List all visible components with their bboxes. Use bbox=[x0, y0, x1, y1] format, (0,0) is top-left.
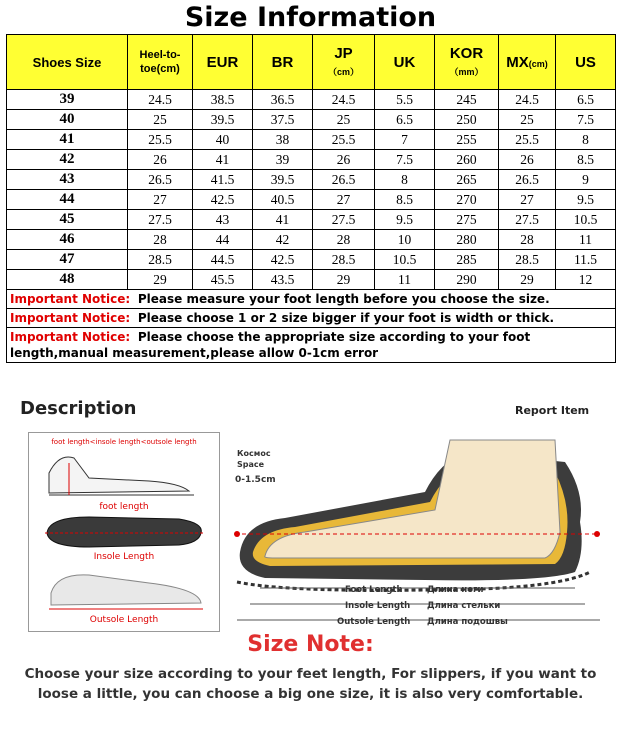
table-cell: 9 bbox=[556, 170, 616, 190]
table-row bbox=[7, 210, 616, 230]
table-cell: 28.5 bbox=[313, 250, 375, 270]
table-cell: 28 bbox=[499, 230, 556, 250]
table-cell: 8 bbox=[375, 170, 435, 190]
top-label: foot length<insole length<outsole length bbox=[51, 438, 197, 446]
shoe-size-cell: 39 bbox=[7, 90, 128, 110]
table-cell: 7.5 bbox=[556, 110, 616, 130]
table-cell: 265 bbox=[435, 170, 499, 190]
shoe-size-cell: 46 bbox=[7, 230, 128, 250]
shoe-cross-section-diagram bbox=[225, 432, 610, 632]
insole-length-ru: Длина стельки bbox=[427, 601, 501, 611]
table-cell: 245 bbox=[435, 90, 499, 110]
size-note-title: Size Note: bbox=[247, 632, 374, 657]
header-eur: EUR bbox=[193, 35, 253, 90]
shoe-size-cell: 42 bbox=[7, 150, 128, 170]
table-cell: 8.5 bbox=[556, 150, 616, 170]
table-row bbox=[7, 250, 616, 270]
table-cell: 39.5 bbox=[253, 170, 313, 190]
table-cell: 10.5 bbox=[375, 250, 435, 270]
shoe-size-cell: 41 bbox=[7, 130, 128, 150]
table-cell: 26.5 bbox=[313, 170, 375, 190]
table-cell: 26 bbox=[313, 150, 375, 170]
table-cell: 42 bbox=[253, 230, 313, 250]
table-cell: 29 bbox=[313, 270, 375, 290]
table-row bbox=[7, 170, 616, 190]
space-label-ru: Космос bbox=[237, 449, 271, 458]
notice-row bbox=[7, 290, 616, 309]
table-cell: 36.5 bbox=[253, 90, 313, 110]
table-row bbox=[7, 130, 616, 150]
shoe-size-cell: 44 bbox=[7, 190, 128, 210]
description-title: Description bbox=[20, 398, 137, 419]
space-label-en: Space bbox=[237, 460, 265, 469]
notice-text: Please measure your foot length before you choose the size. bbox=[137, 292, 550, 306]
table-cell: 37.5 bbox=[253, 110, 313, 130]
table-cell: 11.5 bbox=[556, 250, 616, 270]
table-cell: 9.5 bbox=[375, 210, 435, 230]
outsole-length-ru: Длина подошвы bbox=[427, 617, 508, 627]
table-cell: 27.5 bbox=[313, 210, 375, 230]
table-cell: 24.5 bbox=[313, 90, 375, 110]
table-cell: 39 bbox=[253, 150, 313, 170]
shoe-size-cell: 43 bbox=[7, 170, 128, 190]
table-row bbox=[7, 230, 616, 250]
table-cell: 25 bbox=[313, 110, 375, 130]
shoe-cross-section-graphic bbox=[225, 432, 610, 632]
notice-cell bbox=[7, 328, 616, 363]
table-cell: 41.5 bbox=[193, 170, 253, 190]
table-cell: 255 bbox=[435, 130, 499, 150]
notice-row bbox=[7, 309, 616, 328]
report-item-label: Report Item bbox=[515, 404, 590, 417]
table-cell: 26.5 bbox=[128, 170, 193, 190]
table-cell: 11 bbox=[556, 230, 616, 250]
table-cell: 29 bbox=[499, 270, 556, 290]
table-cell: 27.5 bbox=[128, 210, 193, 230]
size-table bbox=[6, 34, 616, 363]
table-cell: 10.5 bbox=[556, 210, 616, 230]
table-cell: 42.5 bbox=[253, 250, 313, 270]
table-cell: 26 bbox=[499, 150, 556, 170]
table-cell: 45.5 bbox=[193, 270, 253, 290]
header-uk: UK bbox=[375, 35, 435, 90]
table-cell: 28 bbox=[128, 230, 193, 250]
page-title: Size Information bbox=[184, 2, 437, 33]
notice-text: Please choose 1 or 2 size bigger if your foot is width or thick. bbox=[137, 311, 555, 325]
table-cell: 250 bbox=[435, 110, 499, 130]
header-shoes-size: Shoes Size bbox=[7, 35, 128, 90]
table-cell: 6.5 bbox=[375, 110, 435, 130]
table-cell: 41 bbox=[253, 210, 313, 230]
shoe-size-cell: 47 bbox=[7, 250, 128, 270]
table-cell: 260 bbox=[435, 150, 499, 170]
table-cell: 38.5 bbox=[193, 90, 253, 110]
table-cell: 6.5 bbox=[556, 90, 616, 110]
table-cell: 25 bbox=[128, 110, 193, 130]
table-cell: 28.5 bbox=[499, 250, 556, 270]
notice-label: Important Notice: bbox=[10, 292, 131, 306]
header-jp: JP （cm） bbox=[313, 35, 375, 90]
header-us: US bbox=[556, 35, 616, 90]
table-cell: 38 bbox=[253, 130, 313, 150]
foot-length-label: foot length bbox=[99, 502, 149, 512]
table-cell: 43.5 bbox=[253, 270, 313, 290]
table-cell: 9.5 bbox=[556, 190, 616, 210]
table-cell: 26.5 bbox=[499, 170, 556, 190]
table-cell: 25 bbox=[499, 110, 556, 130]
shoe-section-icon bbox=[237, 440, 590, 590]
table-cell: 39.5 bbox=[193, 110, 253, 130]
outsole-length-label: Outsole Length bbox=[89, 615, 159, 625]
table-row bbox=[7, 150, 616, 170]
table-cell: 25.5 bbox=[499, 130, 556, 150]
header-heel-to-toe: Heel-to- toe(cm) bbox=[128, 35, 193, 90]
notice-label: Important Notice: bbox=[10, 311, 131, 325]
space-value: 0-1.5cm bbox=[235, 475, 276, 485]
table-cell: 24.5 bbox=[128, 90, 193, 110]
table-cell: 24.5 bbox=[499, 90, 556, 110]
notice-row bbox=[7, 328, 616, 363]
table-cell: 28.5 bbox=[128, 250, 193, 270]
table-cell: 11 bbox=[375, 270, 435, 290]
notice-cell bbox=[7, 290, 616, 309]
shoe-size-cell: 40 bbox=[7, 110, 128, 130]
table-cell: 275 bbox=[435, 210, 499, 230]
size-note-body: Choose your size according to your feet length, For slippers, if you want to loose a little, you can choose a big one size, it is also very comfortable. bbox=[24, 666, 597, 702]
table-cell: 5.5 bbox=[375, 90, 435, 110]
table-cell: 27.5 bbox=[499, 210, 556, 230]
measurement-illustrations bbox=[28, 432, 220, 632]
table-cell: 29 bbox=[128, 270, 193, 290]
table-cell: 27 bbox=[499, 190, 556, 210]
table-cell: 285 bbox=[435, 250, 499, 270]
shoe-size-cell: 45 bbox=[7, 210, 128, 230]
measure-point bbox=[234, 531, 240, 537]
measure-point bbox=[594, 531, 600, 537]
notice-label: Important Notice: bbox=[10, 330, 131, 344]
foot-sketch-icon bbox=[49, 457, 194, 495]
table-cell: 7 bbox=[375, 130, 435, 150]
table-cell: 280 bbox=[435, 230, 499, 250]
table-cell: 42.5 bbox=[193, 190, 253, 210]
table-cell: 27 bbox=[128, 190, 193, 210]
table-row bbox=[7, 190, 616, 210]
header-mx: MX(cm) bbox=[499, 35, 556, 90]
table-cell: 25.5 bbox=[313, 130, 375, 150]
foot-length-ru: Длина ноги bbox=[427, 585, 484, 595]
table-cell: 290 bbox=[435, 270, 499, 290]
table-cell: 27 bbox=[313, 190, 375, 210]
outsole-length-en: Outsole Length bbox=[337, 617, 411, 627]
table-row bbox=[7, 270, 616, 290]
header-kor: KOR （mm） bbox=[435, 35, 499, 90]
table-cell: 8 bbox=[556, 130, 616, 150]
table-cell: 26 bbox=[128, 150, 193, 170]
header-br: BR bbox=[253, 35, 313, 90]
table-cell: 40 bbox=[193, 130, 253, 150]
measurement-illustrations-graphic bbox=[29, 433, 219, 631]
table-cell: 12 bbox=[556, 270, 616, 290]
table-cell: 44.5 bbox=[193, 250, 253, 270]
shoe-size-cell: 48 bbox=[7, 270, 128, 290]
table-cell: 270 bbox=[435, 190, 499, 210]
table-cell: 7.5 bbox=[375, 150, 435, 170]
table-cell: 40.5 bbox=[253, 190, 313, 210]
table-row bbox=[7, 110, 616, 130]
table-cell: 28 bbox=[313, 230, 375, 250]
table-row bbox=[7, 90, 616, 110]
table-cell: 25.5 bbox=[128, 130, 193, 150]
table-cell: 41 bbox=[193, 150, 253, 170]
insole-length-en: Insole Length bbox=[345, 601, 411, 611]
table-cell: 43 bbox=[193, 210, 253, 230]
table-cell: 10 bbox=[375, 230, 435, 250]
notice-text: Please choose the appropriate size according to your foot length,manual measurement,please allow 0-1cm error bbox=[10, 330, 531, 360]
shoe-outsole-icon bbox=[49, 575, 203, 609]
insole-length-label: Insole Length bbox=[93, 552, 155, 562]
insole-icon bbox=[45, 517, 205, 547]
table-cell: 8.5 bbox=[375, 190, 435, 210]
foot-length-en: Foot Length bbox=[345, 585, 403, 595]
notice-cell bbox=[7, 309, 616, 328]
table-header-row bbox=[7, 35, 616, 90]
table-cell: 44 bbox=[193, 230, 253, 250]
